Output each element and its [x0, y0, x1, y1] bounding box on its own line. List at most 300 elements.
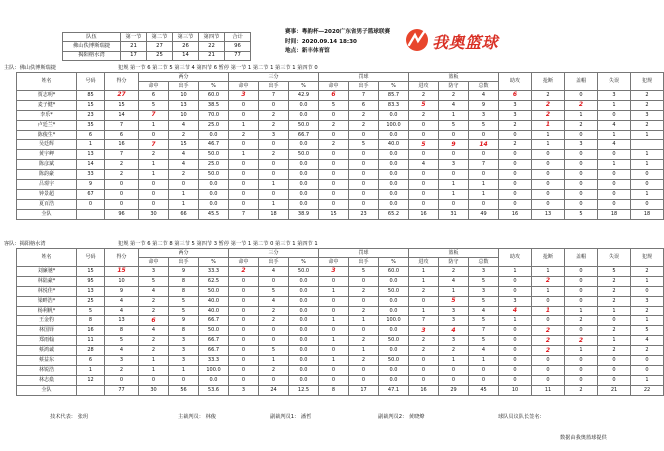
stat-cell: 4 [469, 91, 499, 101]
stat-cell: 0 [499, 170, 532, 180]
stat-cell: 13 [169, 100, 199, 110]
subheader-dreb: 防守 [439, 258, 469, 267]
stat-cell: 2 [565, 316, 598, 326]
stat-cell: 2 [259, 150, 289, 160]
stat-cell: 5 [139, 100, 169, 110]
stat-cell: 0.0 [379, 150, 409, 160]
stat-cell: 50.0 [379, 286, 409, 296]
stat-cell: 2 [631, 100, 664, 110]
chief-referee: 主裁判员： 林俊 [178, 414, 216, 420]
stat-cell: 0 [319, 189, 349, 199]
stat-cell: 1 [319, 316, 349, 326]
subheader-made: 命中 [319, 82, 349, 91]
stat-cell: 100.0 [199, 365, 229, 375]
stat-cell: 11 [532, 385, 565, 395]
stat-cell: 1 [532, 130, 565, 140]
header-blk: 盖帽 [565, 249, 598, 267]
stat-cell: 0 [631, 170, 664, 180]
stat-cell: 77 [105, 385, 139, 395]
stat-cell: 0 [349, 130, 379, 140]
stat-cell: 2 [349, 110, 379, 120]
stat-cell: 2 [139, 296, 169, 306]
score-cell: 17 [121, 51, 147, 60]
stat-cell: 0.0 [289, 326, 319, 336]
stat-cell: 10 [169, 110, 199, 120]
stat-cell: 1 [139, 356, 169, 366]
stat-cell: 0.0 [289, 276, 319, 286]
stat-cell: 0 [409, 199, 439, 209]
stat-cell: 2 [565, 120, 598, 130]
subheader-pct: % [199, 258, 229, 267]
stat-cell: 0.0 [379, 296, 409, 306]
stat-cell: 2 [631, 306, 664, 316]
stat-cell: 0 [409, 170, 439, 180]
stat-cell: 16 [77, 326, 105, 336]
stat-cell: 13 [77, 150, 105, 160]
header-two-pointers: 两分 [139, 249, 229, 258]
stat-cell: 8 [319, 385, 349, 395]
stat-cell: 0 [499, 199, 532, 209]
basketball-logo-icon [405, 28, 429, 52]
stat-cell: 3 [499, 100, 532, 110]
player-row [17, 120, 664, 130]
stat-cell: 0 [409, 180, 439, 190]
stat-cell: 0 [349, 150, 379, 160]
stat-cell: 0 [598, 356, 631, 366]
player-name: 杨利帆* [17, 306, 77, 316]
stat-cell: 14 [77, 160, 105, 170]
player-name: 郑雨翰 [17, 336, 77, 346]
stat-cell: 7 [139, 140, 169, 150]
stat-cell: 0 [259, 100, 289, 110]
stat-cell: 2 [532, 326, 565, 336]
stat-cell: 0 [259, 375, 289, 385]
stat-cell: 1 [469, 356, 499, 366]
stat-cell: 5 [349, 140, 379, 150]
stat-cell: 0 [259, 189, 289, 199]
stat-cell: 0 [229, 375, 259, 385]
stat-cell: 3 [499, 296, 532, 306]
stat-cell: 11 [77, 336, 105, 346]
stat-cell: 4 [598, 120, 631, 130]
stat-cell: 0 [439, 365, 469, 375]
stat-cell: 0.0 [379, 326, 409, 336]
stat-cell: 3 [469, 267, 499, 277]
stat-cell: 4 [439, 326, 469, 336]
stat-cell: 13 [77, 286, 105, 296]
stat-cell: 0 [349, 276, 379, 286]
stat-cell: 56 [169, 385, 199, 395]
stat-cell: 0.0 [379, 170, 409, 180]
stat-cell: 0 [598, 180, 631, 190]
stat-cell: 10 [169, 91, 199, 101]
stat-cell: 29 [439, 385, 469, 395]
stat-cell: 0 [77, 199, 105, 209]
stat-cell: 0 [499, 160, 532, 170]
stat-cell: 0 [319, 130, 349, 140]
stat-cell: 0 [499, 150, 532, 160]
stat-cell: 1 [439, 286, 469, 296]
subheader-att: 出手 [259, 82, 289, 91]
match-venue: 地点：新丰体育馆 [285, 48, 330, 55]
subheader-pct: % [289, 82, 319, 91]
score-cell: 77 [225, 51, 251, 60]
umpire-1: 副裁判员1： 潘哲 [270, 414, 312, 420]
stat-cell: 0 [229, 199, 259, 209]
stat-cell: 2 [139, 346, 169, 356]
player-row [17, 306, 664, 316]
player-name: 吕璟宇 [17, 180, 77, 190]
player-name: 李乐* [17, 110, 77, 120]
stat-cell: 0 [565, 326, 598, 336]
officials-row [0, 413, 650, 423]
stat-cell: 0 [349, 296, 379, 306]
stat-cell: 0 [349, 189, 379, 199]
player-name: 吴廷辉 [17, 140, 77, 150]
stat-cell: 0.0 [289, 286, 319, 296]
subheader-made: 命中 [139, 82, 169, 91]
stat-cell: 0 [349, 326, 379, 336]
stat-cell: 30 [139, 209, 169, 219]
stat-cell: 2 [499, 120, 532, 130]
stat-cell: 1 [169, 365, 199, 375]
stat-cell: 1 [631, 130, 664, 140]
stat-cell: 0 [565, 356, 598, 366]
subheader-pct: % [379, 82, 409, 91]
stat-cell: 0 [259, 326, 289, 336]
stat-cell: 60.0 [199, 91, 229, 101]
stat-cell: 0 [319, 296, 349, 306]
stat-cell: 95 [77, 276, 105, 286]
header-rebounds: 篮板 [409, 73, 499, 82]
stat-cell: 1 [139, 170, 169, 180]
stat-cell: 2 [349, 336, 379, 346]
stat-cell: 0 [409, 189, 439, 199]
stat-cell: 0 [565, 296, 598, 306]
score-header-cell: 第二节 [147, 33, 173, 42]
player-name: 陈彦斌 [17, 160, 77, 170]
stat-cell: 1 [259, 180, 289, 190]
stat-cell: 50.0 [199, 150, 229, 160]
stat-cell: 3 [105, 356, 139, 366]
stat-cell: 1 [139, 160, 169, 170]
stat-cell: 18 [598, 209, 631, 219]
stat-cell: 0 [259, 140, 289, 150]
subheader-att: 出手 [349, 82, 379, 91]
stat-cell: 2 [349, 286, 379, 296]
stat-cell: 2 [409, 336, 439, 346]
stat-cell: 0.0 [289, 180, 319, 190]
stat-cell: 0 [105, 375, 139, 385]
player-name: 林国铎 [17, 326, 77, 336]
stat-cell: 1 [319, 336, 349, 346]
stat-cell: 0 [139, 189, 169, 199]
header-name: 姓名 [17, 73, 77, 91]
stat-cell: 0 [439, 375, 469, 385]
stat-cell: 50.0 [379, 356, 409, 366]
stat-cell: 0.0 [379, 375, 409, 385]
player-row [17, 140, 664, 150]
player-name: 林悦佳* [17, 286, 77, 296]
stat-cell: 1 [439, 189, 469, 199]
stat-cell [77, 209, 105, 219]
subheader-pct: % [379, 258, 409, 267]
stat-cell: 2 [532, 91, 565, 101]
stat-cell: 2 [532, 110, 565, 120]
stat-cell: 0 [631, 365, 664, 375]
stat-cell: 5 [169, 306, 199, 316]
header-stl: 抢断 [532, 249, 565, 267]
stat-cell: 0 [229, 286, 259, 296]
stat-cell: 4 [169, 120, 199, 130]
stat-cell: 0.0 [289, 100, 319, 110]
stat-cell: 0.0 [289, 110, 319, 120]
away-stats-table [16, 248, 664, 396]
stat-cell: 0 [229, 326, 259, 336]
stat-cell: 3 [439, 316, 469, 326]
stat-cell: 7 [105, 120, 139, 130]
stat-cell: 2 [259, 120, 289, 130]
stat-cell: 0 [409, 365, 439, 375]
player-row [17, 326, 664, 336]
stat-cell: 7 [139, 110, 169, 120]
header-tov: 失误 [598, 249, 631, 267]
stat-cell: 12.5 [289, 385, 319, 395]
player-name: 刘廉驰* [17, 267, 77, 277]
stat-cell: 2 [631, 91, 664, 101]
stat-cell: 0 [229, 365, 259, 375]
stat-cell: 0 [259, 170, 289, 180]
header-free-throws: 罚球 [319, 249, 409, 258]
stat-cell: 7 [469, 160, 499, 170]
header-ast: 助攻 [499, 73, 532, 91]
stat-cell: 3 [229, 91, 259, 101]
stat-cell: 2 [499, 140, 532, 150]
stat-cell: 66.7 [289, 130, 319, 140]
stat-cell: 0 [439, 199, 469, 209]
stat-cell: 0 [532, 189, 565, 199]
player-row [17, 170, 664, 180]
stat-cell: 1 [532, 120, 565, 130]
stat-cell: 0.0 [199, 189, 229, 199]
stat-cell: 1 [532, 267, 565, 277]
stat-cell: 1 [319, 286, 349, 296]
match-time: 时间：2020.09.14 18:30 [285, 38, 357, 45]
stat-cell: 2 [532, 100, 565, 110]
stat-cell: 0 [499, 375, 532, 385]
player-row [17, 296, 664, 306]
header-points: 得分 [105, 73, 139, 91]
stat-cell: 9 [439, 140, 469, 150]
stats-header-row [17, 73, 664, 82]
stat-cell: 0 [409, 130, 439, 140]
stat-cell: 0 [499, 346, 532, 356]
stat-cell: 2 [259, 306, 289, 316]
stat-cell: 0 [349, 375, 379, 385]
stat-cell: 0 [229, 306, 259, 316]
stat-cell: 0 [105, 189, 139, 199]
stat-cell: 2 [439, 91, 469, 101]
stat-cell: 4 [499, 306, 532, 316]
stat-cell: 2 [259, 110, 289, 120]
stat-cell: 67 [77, 189, 105, 199]
stat-cell: 0 [259, 336, 289, 346]
stat-cell: 50.0 [199, 326, 229, 336]
stat-cell: 66.7 [199, 316, 229, 326]
stat-cell: 4 [409, 160, 439, 170]
stat-cell: 47.1 [379, 385, 409, 395]
stat-cell: 7 [409, 316, 439, 326]
stat-cell: 4 [139, 326, 169, 336]
stat-cell: 16 [105, 140, 139, 150]
stat-cell: 50.0 [199, 170, 229, 180]
stat-cell: 0 [532, 170, 565, 180]
subheader-treb: 总数 [469, 82, 499, 91]
stat-cell: 0 [319, 306, 349, 316]
stat-cell: 2 [532, 336, 565, 346]
stat-cell: 2 [631, 346, 664, 356]
stat-cell: 5 [439, 296, 469, 306]
player-name: 卢廷兰* [17, 120, 77, 130]
stat-cell: 0.0 [199, 130, 229, 140]
stat-cell: 0.0 [289, 306, 319, 316]
stat-cell: 18 [259, 209, 289, 219]
score-header-cell: 第三节 [173, 33, 199, 42]
player-name: 梁畔浩* [17, 296, 77, 306]
stat-cell: 30 [139, 385, 169, 395]
player-name: 林陆豪* [17, 276, 77, 286]
quarter-score-table [62, 32, 277, 61]
stat-cell: 0 [532, 150, 565, 160]
subheader-made: 命中 [229, 258, 259, 267]
home-stats-table [16, 72, 664, 220]
stat-cell: 0 [532, 316, 565, 326]
stat-cell: 2 [409, 286, 439, 296]
stat-cell: 0 [631, 286, 664, 296]
stat-cell: 2 [439, 346, 469, 356]
stat-cell: 1 [532, 286, 565, 296]
stat-cell: 15 [77, 267, 105, 277]
stat-cell: 1 [598, 130, 631, 140]
stat-cell: 5 [469, 276, 499, 286]
stat-cell: 0.0 [289, 140, 319, 150]
stat-cell: 10 [105, 276, 139, 286]
stat-cell: 42.9 [289, 91, 319, 101]
stat-cell: 4 [631, 336, 664, 346]
stat-cell: 1 [532, 306, 565, 316]
subheader-pct: % [199, 82, 229, 91]
stat-cell: 0 [349, 170, 379, 180]
stat-cell: 0 [229, 140, 259, 150]
stat-cell: 0 [139, 130, 169, 140]
header-points: 得分 [105, 249, 139, 267]
stat-cell: 3 [229, 385, 259, 395]
stat-cell: 0 [319, 199, 349, 209]
stat-cell: 7 [229, 209, 259, 219]
stat-cell [631, 140, 664, 150]
stat-cell: 70.0 [199, 110, 229, 120]
stat-cell: 0 [532, 160, 565, 170]
stat-cell: 0.0 [199, 180, 229, 190]
stat-cell: 1 [139, 120, 169, 130]
stat-cell: 1 [409, 267, 439, 277]
stat-cell: 0.0 [289, 189, 319, 199]
stat-cell: 8 [169, 326, 199, 336]
stat-cell: 12 [77, 375, 105, 385]
stat-cell: 9 [469, 100, 499, 110]
score-header-cell: 队伍 [63, 33, 121, 42]
player-row [17, 276, 664, 286]
stat-cell: 0 [229, 110, 259, 120]
stat-cell: 0 [409, 296, 439, 306]
stat-cell: 50.0 [199, 286, 229, 296]
stat-cell: 28 [77, 346, 105, 356]
score-cell: 22 [199, 42, 225, 51]
stat-cell: 100.0 [379, 316, 409, 326]
stat-cell: 2 [409, 91, 439, 101]
stat-cell: 0 [409, 150, 439, 160]
stat-cell: 0 [229, 189, 259, 199]
stat-cell: 50.0 [289, 120, 319, 130]
stat-cell: 3 [439, 336, 469, 346]
header-pf: 犯规 [631, 249, 664, 267]
player-row [17, 336, 664, 346]
stat-cell: 3 [439, 160, 469, 170]
stat-cell: 1 [77, 140, 105, 150]
stat-cell: 0 [499, 356, 532, 366]
stat-cell: 2 [598, 346, 631, 356]
header-three-pointers: 三分 [229, 249, 319, 258]
stat-cell: 66.7 [199, 346, 229, 356]
stat-cell: 7 [349, 91, 379, 101]
stat-cell: 5 [469, 336, 499, 346]
stat-cell: 15 [105, 267, 139, 277]
away-fouls-timeouts: 犯规 第一节 6 第二节 8 第三节 5 第四节 3 暂停 第一节 1 第二节 0 第三节 1 第四节 1 [118, 241, 318, 247]
stat-cell: 4 [439, 276, 469, 286]
stat-cell: 2 [259, 316, 289, 326]
player-name: 夏百浩 [17, 199, 77, 209]
stat-cell: 0 [105, 199, 139, 209]
stat-cell: 0.0 [379, 110, 409, 120]
score-cell: 佛山佚博斯瑞捷 [63, 42, 121, 51]
score-row [63, 42, 277, 51]
stat-cell: 16 [499, 209, 532, 219]
stat-cell: 0 [565, 150, 598, 160]
stat-cell: 50.0 [289, 267, 319, 277]
stat-cell: 1 [499, 267, 532, 277]
stat-cell: 1 [139, 365, 169, 375]
stat-cell: 18 [631, 209, 664, 219]
stat-cell: 2 [598, 296, 631, 306]
stat-cell: 4 [139, 286, 169, 296]
header-name: 姓名 [17, 249, 77, 267]
stat-cell: 24 [259, 385, 289, 395]
stat-cell: 33 [77, 170, 105, 180]
stat-cell: 0 [439, 150, 469, 160]
stat-cell: 3 [631, 296, 664, 306]
stat-cell [77, 385, 105, 395]
stat-cell: 1 [598, 160, 631, 170]
stat-cell: 0 [499, 130, 532, 140]
stat-cell: 1 [598, 100, 631, 110]
subheader-made: 命中 [229, 82, 259, 91]
stat-cell: 4 [105, 346, 139, 356]
stat-cell: 0.0 [289, 365, 319, 375]
stat-cell: 1 [469, 180, 499, 190]
stat-cell: 0 [565, 365, 598, 375]
stat-cell: 14 [469, 140, 499, 150]
stat-cell: 9 [169, 316, 199, 326]
